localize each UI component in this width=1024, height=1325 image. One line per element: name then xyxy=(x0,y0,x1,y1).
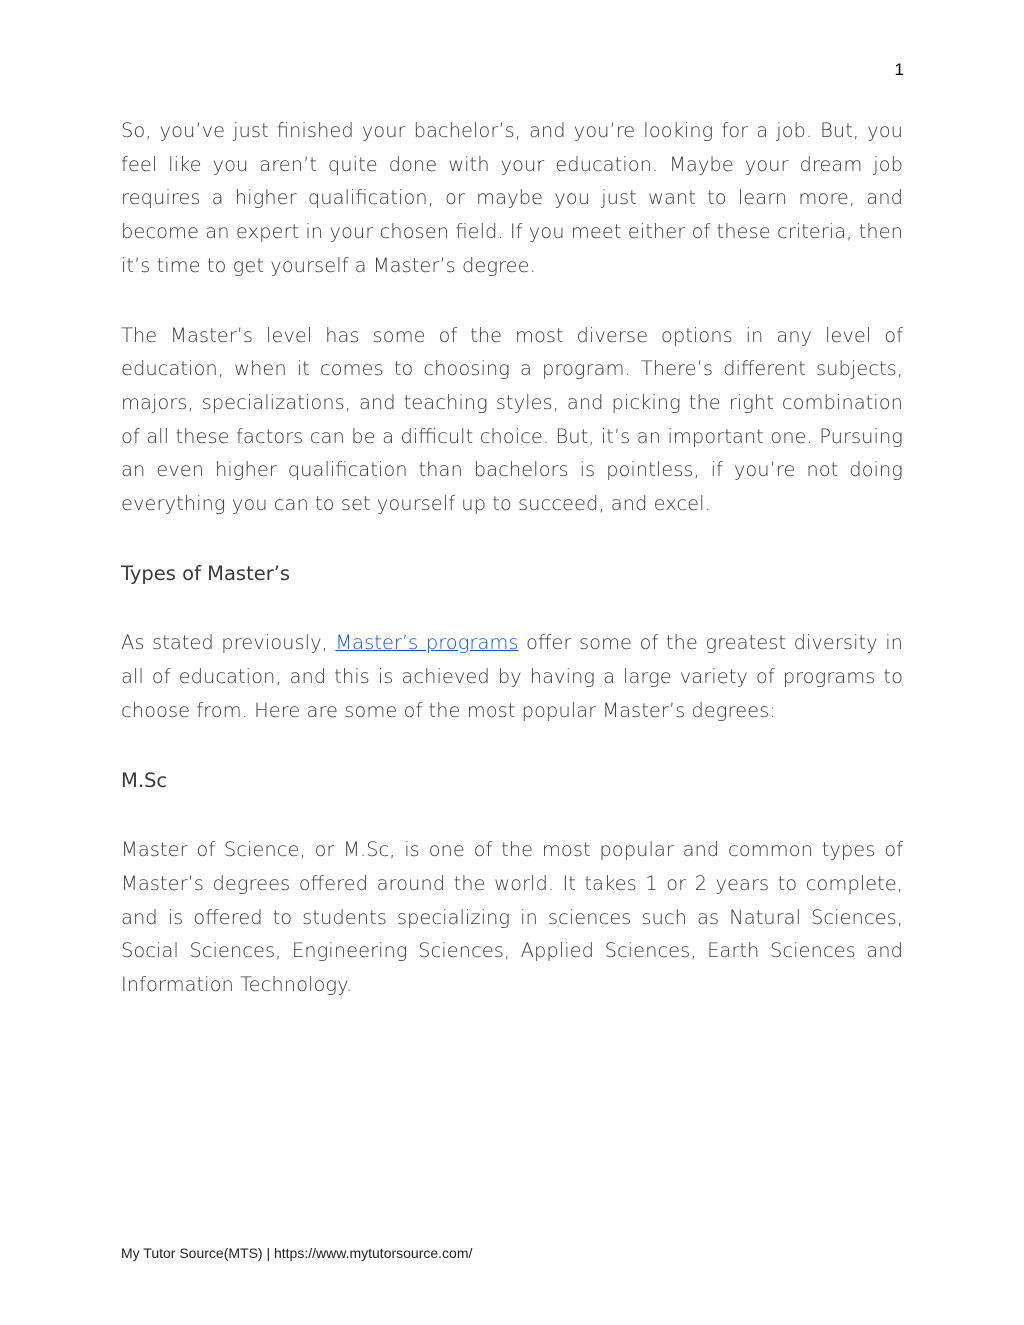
paragraph-diversity: The Master’s level has some of the most diverse options in any level of education, when it comes to choosing a program. There’s different subjects, majors, specializations, and teaching styles, and picking the right combination of all these factors can be a difficult choice. But, it’s an important one. Pursuing an even higher qualification than bachelors is pointless, if you’re not doing everything you can to set yourself up to succeed, and excel. xyxy=(121,323,903,516)
paragraph-intro: So, you’ve just finished your bachelor’s, and you’re looking for a job. But, you feel like you aren’t quite done with your education. Maybe your dream job requires a higher qualification, or maybe you just want to learn more, and become an expert in your chosen field. If you meet either of these criteria, then it’s time to get yourself a Master’s degree. xyxy=(121,119,903,277)
heading-msc: M.Sc xyxy=(121,768,168,792)
heading-types-of-masters: Types of Master’s xyxy=(121,561,291,585)
paragraph-types xyxy=(121,626,903,727)
paragraph-msc: Master of Science, or M.Sc, is one of the most popular and common types of Master’s degrees offered around the world. It takes 1 or 2 years to complete, and is offered to students specializing in sciences such as Natural Sciences, Social Sciences, Engineering Sciences, Applied Sciences, Earth Sciences and Information Technology. xyxy=(121,838,903,997)
types-text-after-link: offer some of the greatest diversity in all of education, and this is achieved by having a large variety of programs to choose from. Here are some of the most popular Master’s degrees: xyxy=(121,631,903,722)
masters-programs-link[interactable]: Master’s programs xyxy=(335,631,519,655)
types-text-before-link: As stated previously, xyxy=(121,631,336,655)
document-body xyxy=(121,114,903,1038)
page-number: 1 xyxy=(894,60,904,79)
page-footer: My Tutor Source(MTS) | https://www.mytutorsource.com/ xyxy=(121,1245,473,1261)
